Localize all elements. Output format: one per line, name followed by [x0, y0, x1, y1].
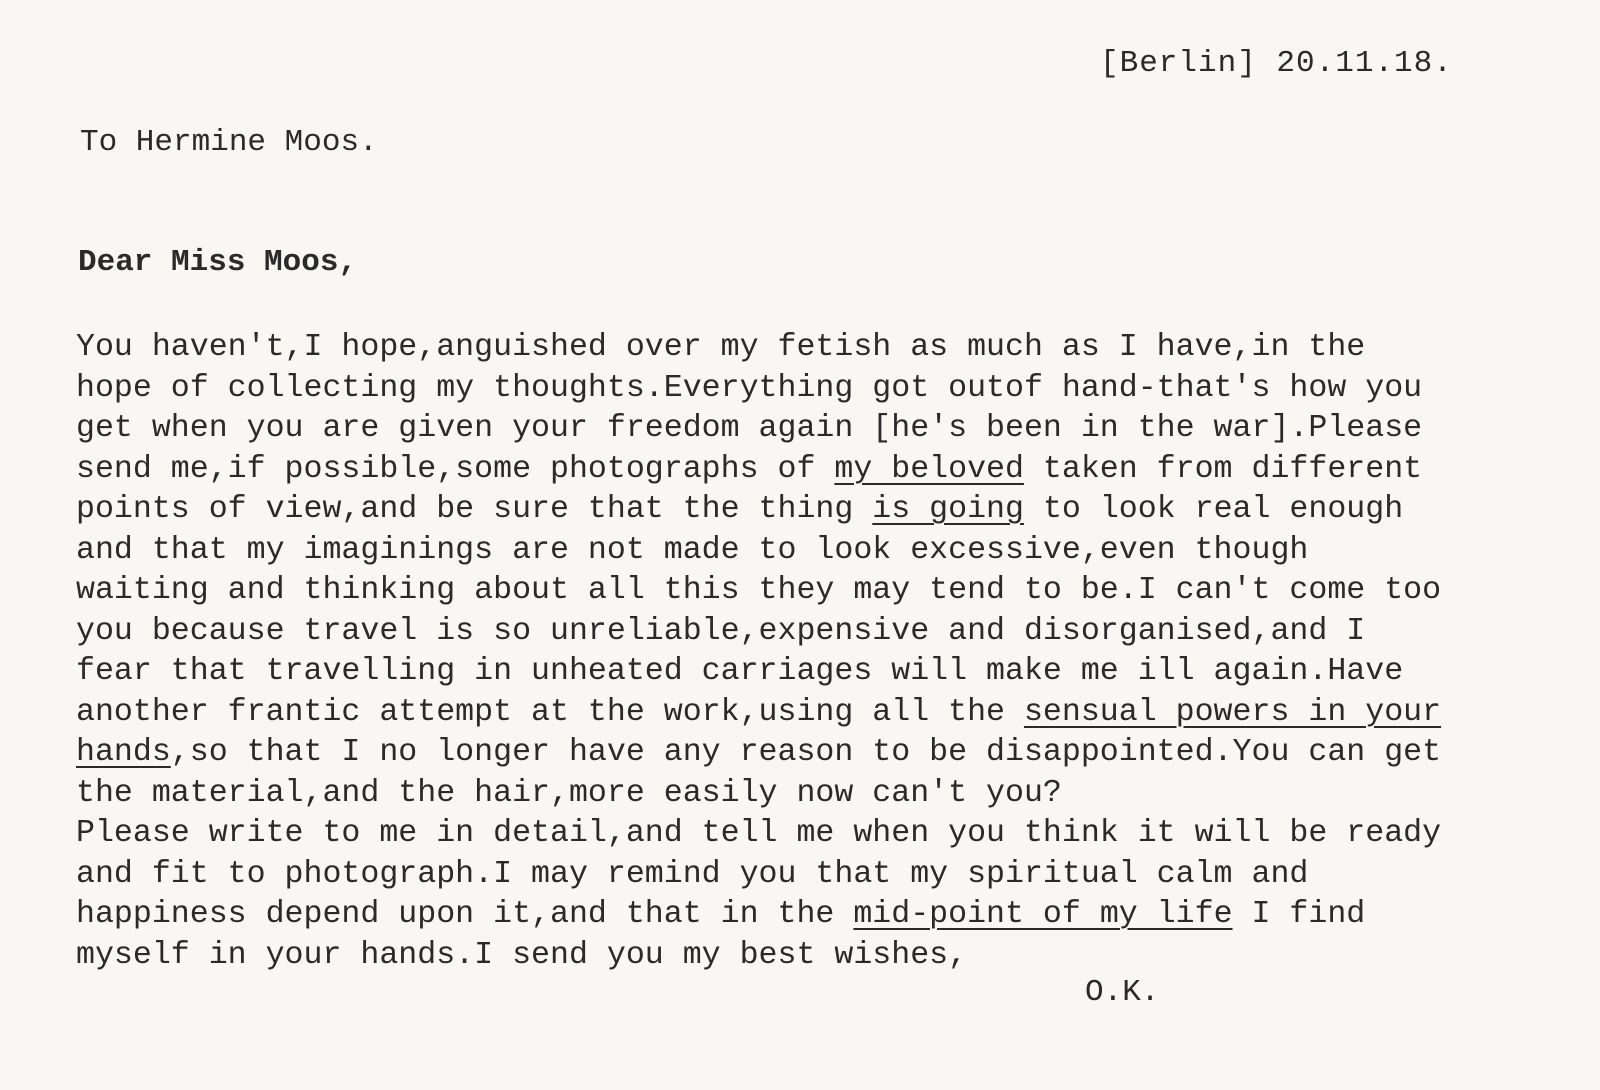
underlined-phrase: hands — [76, 735, 171, 770]
body-line — [76, 895, 1576, 936]
body-text-segment: send me,if possible,some photographs of — [76, 451, 835, 487]
body-line: and fit to photograph.I may remind you that my spiritual calm and — [76, 856, 1309, 892]
body-line: you because travel is so unreliable,expensive and disorganised,and I — [76, 613, 1366, 649]
body-line — [76, 733, 1576, 774]
body-line: waiting and thinking about all this they may tend to be.I can't come too — [76, 573, 1442, 608]
body-text-segment: to look real enough — [1023, 492, 1404, 527]
recipient-line: To Hermine Moos. — [80, 125, 378, 160]
body-line: fear that travelling in unheated carriages will make me ill again.Have — [76, 654, 1404, 689]
underlined-phrase: mid-point of my life — [853, 897, 1233, 932]
body-line — [76, 490, 1576, 531]
dateline: [Berlin] 20.11.18. — [1100, 46, 1453, 81]
body-line: the material,and the hair,more easily now can't you? — [76, 775, 1062, 811]
body-text-segment: happiness depend upon it,and that in the — [76, 897, 854, 932]
letter-body — [76, 328, 1576, 976]
salutation: Dear Miss Moos, — [78, 245, 358, 280]
body-line: myself in your hands.I send you my best wishes, — [76, 937, 968, 973]
body-text-segment: I find — [1232, 897, 1366, 932]
underlined-phrase: is going — [872, 492, 1024, 527]
body-line — [76, 693, 1576, 734]
body-line — [76, 450, 1576, 491]
body-line: You haven't,I hope,anguished over my fetish as much as I have,in the — [76, 330, 1366, 365]
signature: O.K. — [1085, 975, 1160, 1010]
body-line: get when you are given your freedom again [he's been in the war].Please — [76, 411, 1423, 446]
body-text-segment: another frantic attempt at the work,using all the — [76, 694, 1024, 730]
underlined-phrase: my beloved — [834, 451, 1024, 487]
body-line: Please write to me in detail,and tell me when you think it will be ready — [76, 816, 1442, 851]
body-line: hope of collecting my thoughts.Everything got outof hand-that's how you — [76, 370, 1423, 406]
body-line: and that my imaginings are not made to look excessive,even though — [76, 532, 1309, 568]
body-text-segment: taken from different — [1023, 451, 1423, 487]
body-text-segment: ,so that I no longer have any reason to be disappointed.You can get — [170, 735, 1442, 770]
body-text-segment: points of view,and be sure that the thing — [76, 492, 873, 527]
underlined-phrase: sensual powers in your — [1023, 694, 1442, 730]
